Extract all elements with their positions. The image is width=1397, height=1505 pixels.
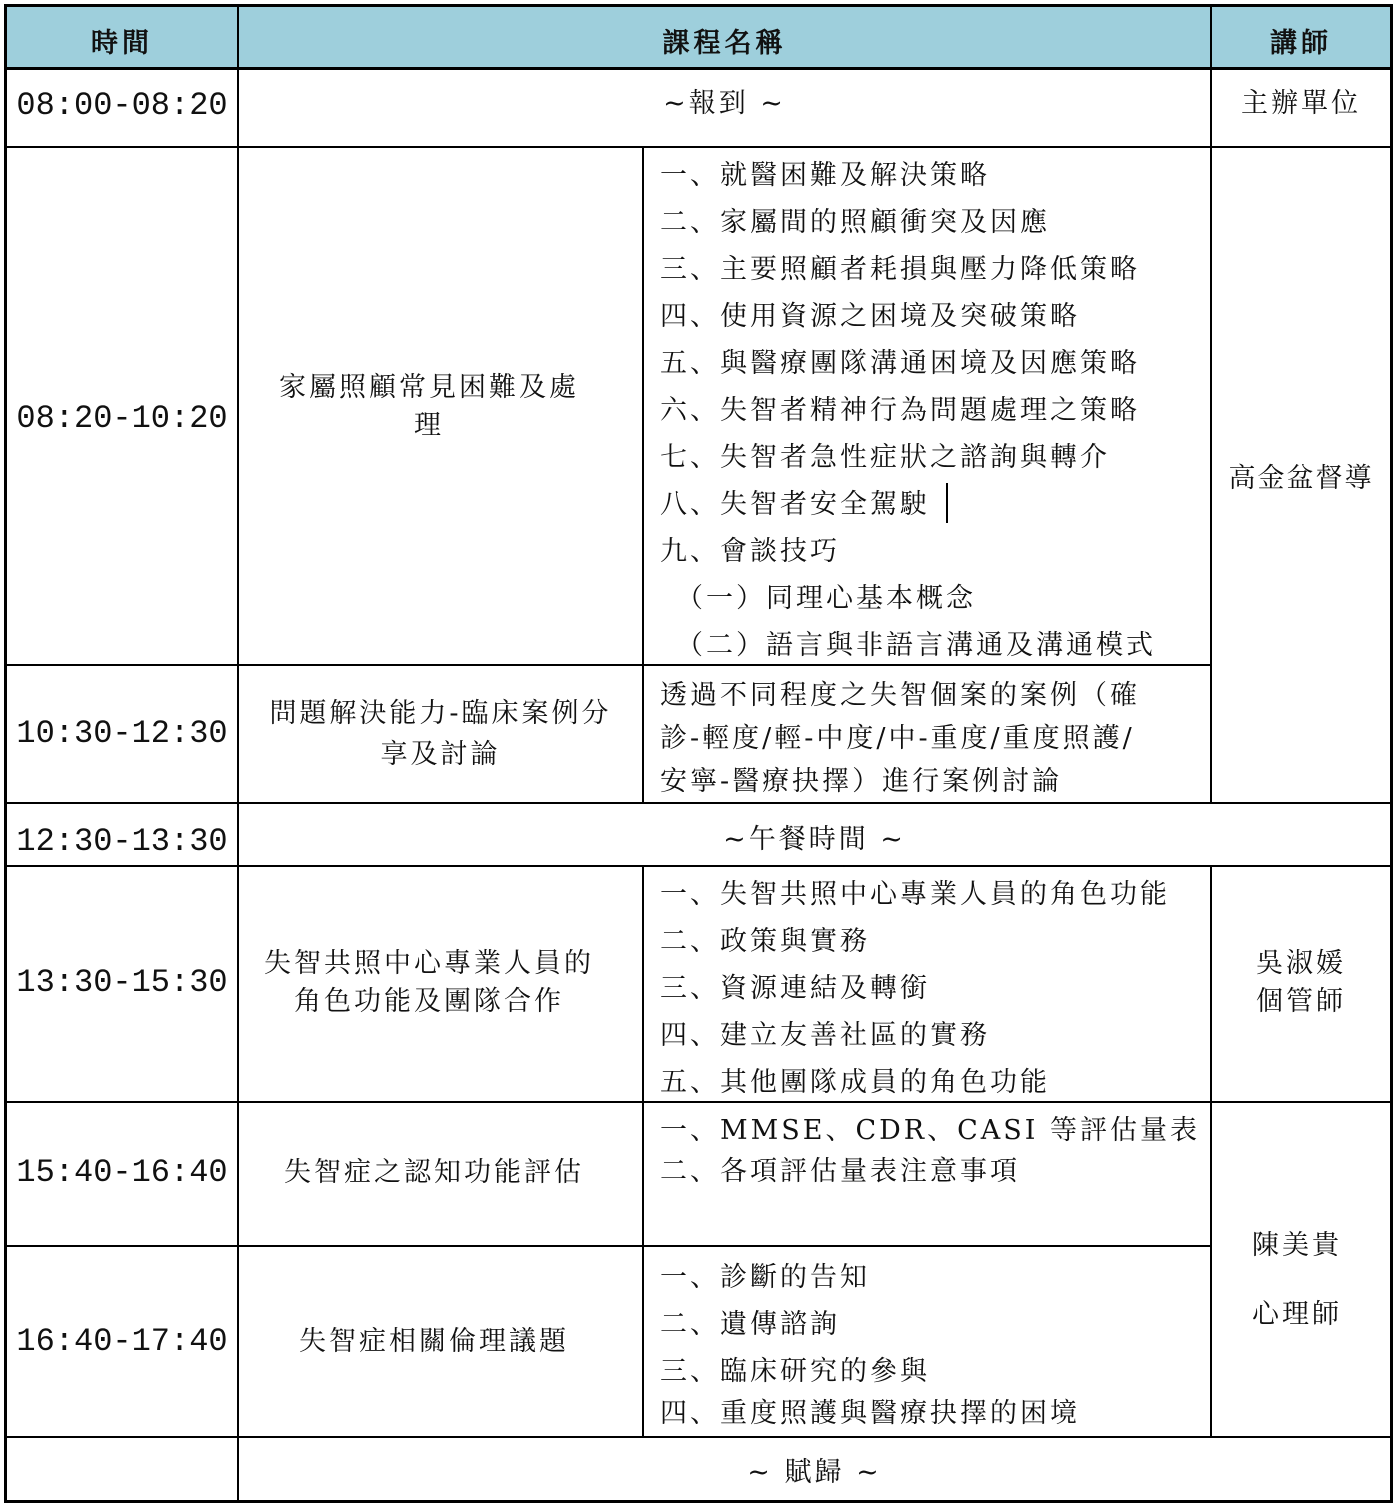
lunch-note: ~午餐時間 ~ <box>723 824 906 855</box>
topic-subitem: （二）語言與非語言溝通及溝通模式 <box>676 630 1156 661</box>
header-lecturer: 講師 <box>1270 28 1332 59</box>
lecturer-line: 陳美貴 <box>1252 1230 1342 1261</box>
row-line <box>4 865 1393 867</box>
topic-item: 一、MMSE、CDR、CASI 等評估量表 <box>660 1115 1201 1146</box>
topic-item: 三、資源連結及轉銜 <box>660 973 930 1004</box>
header-course: 課程名稱 <box>662 28 787 59</box>
time-cell: 16:40-17:40 <box>16 1323 228 1360</box>
course-title: 失智症相關倫理議題 <box>299 1326 569 1357</box>
topic-item: 八、失智者安全駕駛 <box>660 489 930 520</box>
lecturer-line: 個管師 <box>1256 986 1346 1017</box>
text-cursor <box>946 483 948 523</box>
lecturer-line: 吳淑媛 <box>1256 948 1346 979</box>
row-line <box>4 1101 1393 1103</box>
col-line <box>642 865 644 1438</box>
topic-item: 七、失智者急性症狀之諮詢與轉介 <box>660 442 1110 473</box>
course-title-line: 家屬照顧常見困難及處 <box>279 372 579 403</box>
topic-item: 二、家屬間的照顧衝突及因應 <box>660 207 1050 238</box>
course-title-line: 享及討論 <box>380 739 501 770</box>
topic-item: 二、政策與實務 <box>660 926 870 957</box>
topic-item: 診-輕度/輕-中度/中-重度/重度照護/ <box>660 723 1135 754</box>
topic-item: 二、各項評估量表注意事項 <box>660 1156 1020 1187</box>
topic-item: 六、失智者精神行為問題處理之策略 <box>660 395 1140 426</box>
dismissal-note: ~ 賦歸 ~ <box>747 1457 882 1488</box>
table-border-right <box>1390 4 1393 1503</box>
course-title-line: 理 <box>414 410 444 441</box>
table-border-top <box>4 4 1393 7</box>
topic-item: 四、重度照護與醫療抉擇的困境 <box>660 1398 1080 1429</box>
topic-item: 三、主要照顧者耗損與壓力降低策略 <box>660 254 1140 285</box>
topic-subitem: （一）同理心基本概念 <box>676 583 976 614</box>
row-line <box>4 664 1212 666</box>
topic-item: 一、就醫困難及解決策略 <box>660 160 990 191</box>
table-border-bottom <box>4 1500 1393 1503</box>
topic-item: 五、與醫療團隊溝通困境及因應策略 <box>660 348 1140 379</box>
header-bottom-line <box>4 67 1393 70</box>
col-line <box>642 146 644 804</box>
topic-item: 三、臨床研究的參與 <box>660 1356 930 1387</box>
row-line <box>4 1436 1393 1438</box>
lecturer-line: 心理師 <box>1252 1299 1342 1330</box>
topic-item: 九、會談技巧 <box>660 536 840 567</box>
topic-item: 四、建立友善社區的實務 <box>660 1020 990 1051</box>
topic-item: 一、失智共照中心專業人員的角色功能 <box>660 879 1170 910</box>
topic-item: 透過不同程度之失智個案的案例（確 <box>660 680 1140 711</box>
topic-item: 五、其他團隊成員的角色功能 <box>660 1067 1050 1098</box>
time-cell: 10:30-12:30 <box>16 715 228 752</box>
course-title-line: 失智共照中心專業人員的 <box>264 948 594 979</box>
table-border-left <box>4 4 7 1503</box>
course-title: 失智症之認知功能評估 <box>284 1157 584 1188</box>
lecturer-cell: 主辦單位 <box>1241 88 1361 119</box>
header-time: 時間 <box>91 28 153 59</box>
course-title-line: 問題解決能力-臨床案例分 <box>269 698 612 729</box>
row-line <box>4 1245 1212 1247</box>
time-cell: 12:30-13:30 <box>16 823 228 860</box>
course-title-line: 角色功能及團隊合作 <box>294 986 564 1017</box>
topic-item: 安寧-醫療抉擇）進行案例討論 <box>660 766 1063 797</box>
time-cell: 08:00-08:20 <box>16 87 228 124</box>
time-cell: 08:20-10:20 <box>16 400 228 437</box>
topic-item: 二、遺傳諮詢 <box>660 1309 840 1340</box>
topic-item: 一、診斷的告知 <box>660 1262 870 1293</box>
time-cell: 13:30-15:30 <box>16 964 228 1001</box>
row-line <box>4 802 1393 804</box>
time-cell: 15:40-16:40 <box>16 1154 228 1191</box>
row-line <box>4 146 1393 148</box>
lecturer-cell: 高金盆督導 <box>1228 463 1374 494</box>
checkin-note: ~報到 ~ <box>663 88 786 119</box>
topic-item: 四、使用資源之困境及突破策略 <box>660 301 1080 332</box>
